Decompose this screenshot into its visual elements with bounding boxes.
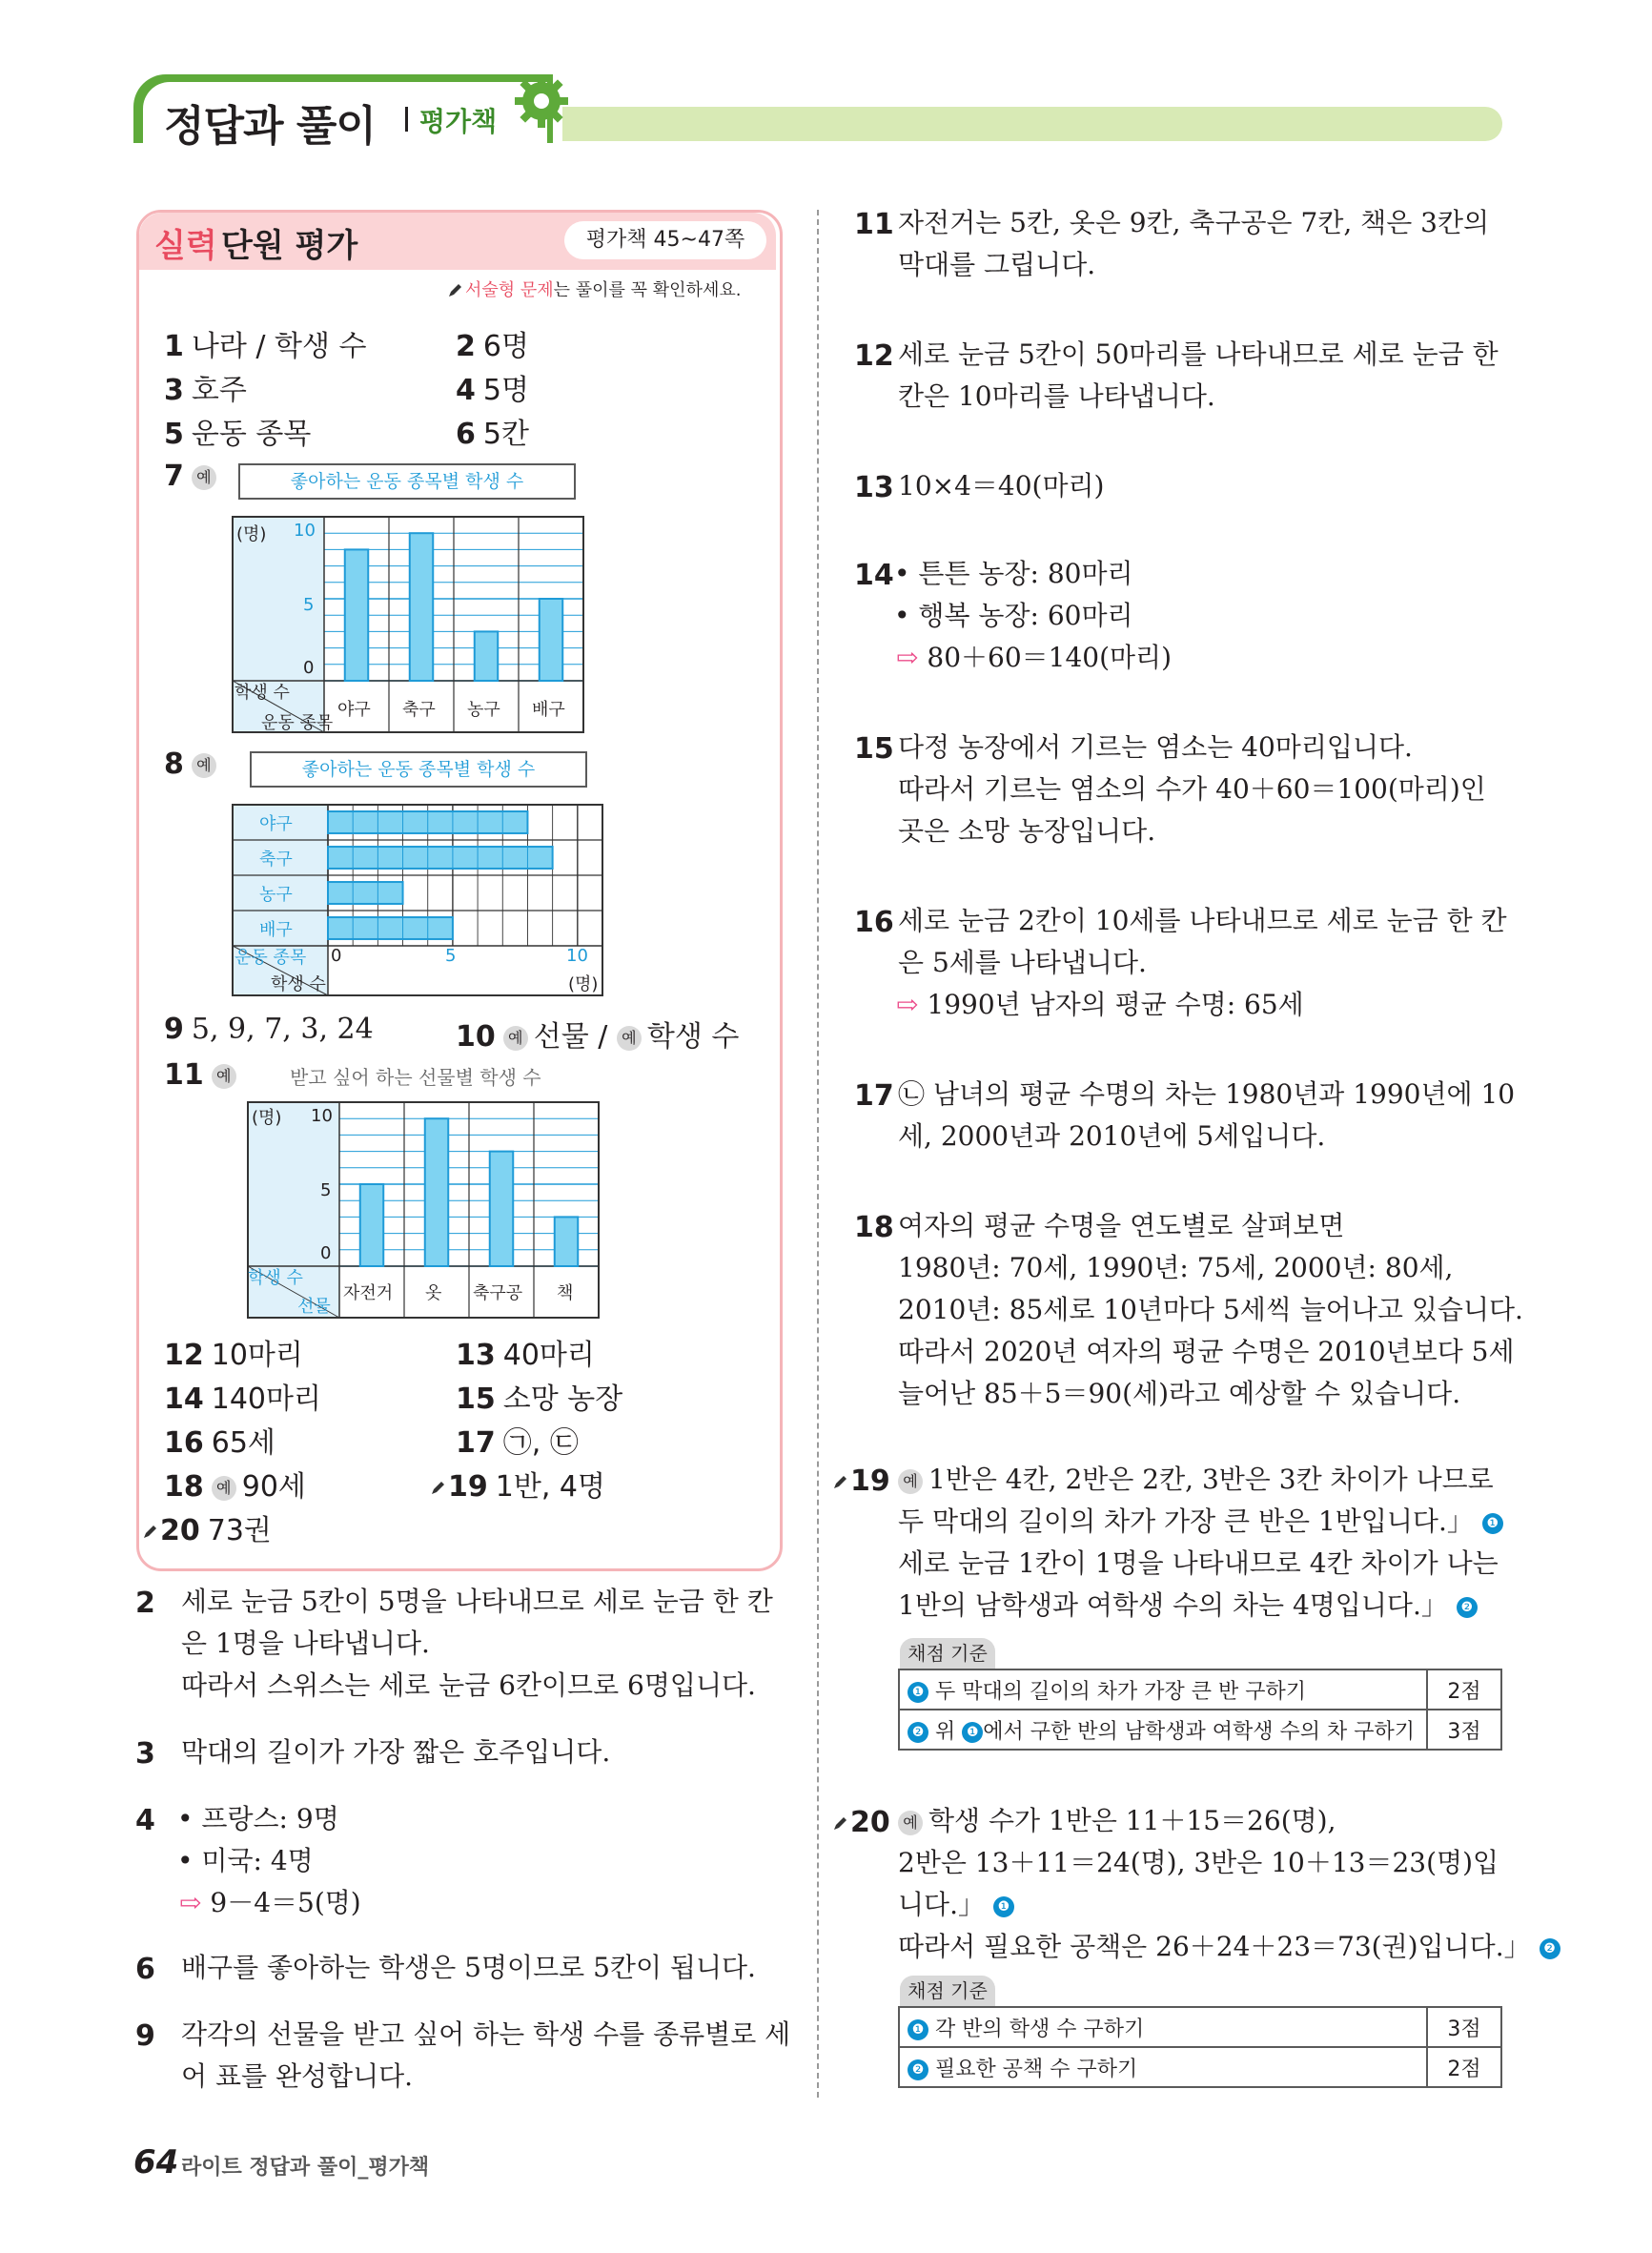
chart2-bar-1 — [328, 847, 553, 869]
chart1-bar-1 — [410, 533, 433, 681]
chart1-bar-0 — [345, 549, 368, 681]
sol-16-result: ⇨ 1990년 남자의 평균 수명: 65세 — [896, 989, 1304, 1020]
chart3-cat-1: 옷 — [425, 1283, 442, 1303]
sol-15-line-2: 따라서 기르는 염소의 수가 40＋60＝100(마리)인 — [898, 773, 1486, 805]
chart1-cat-3: 배구 — [532, 700, 565, 720]
chart1-bar-3 — [540, 599, 562, 681]
sol-11-line-2: 막대를 그립니다. — [898, 249, 1096, 280]
chart1-unit: (명) — [236, 524, 267, 544]
example-badge: 예 — [898, 1469, 923, 1494]
chart3-unit: (명) — [252, 1108, 282, 1128]
sol-18-num: 18 — [854, 1211, 894, 1244]
sol-19-line-4: 1반의 남학생과 여학생 수의 차는 4명입니다.」 ❷ — [898, 1585, 1478, 1627]
sol-20-line-4: 따라서 필요한 공책은 26＋24＋23＝73(권)입니다.」 ❷ — [898, 1926, 1560, 1968]
chart2-tick-0: 0 — [331, 946, 342, 966]
chart1-corner-top: 학생 수 — [235, 683, 290, 703]
sol-11-num: 11 — [854, 208, 894, 241]
sol-15-num: 15 — [854, 732, 894, 766]
answer-3: 3 호주 — [164, 374, 247, 407]
answer-6: 6 5칸 — [456, 418, 529, 451]
criteria-score: 3점 — [1427, 1710, 1501, 1750]
sol-19-line-3: 세로 눈금 1칸이 1명을 나타내므로 4칸 차이가 나는 — [898, 1547, 1499, 1579]
chart3-bar-1 — [425, 1118, 448, 1266]
sol-18-line-2: 1980년: 70세, 1990년: 75세, 2000년: 80세, — [898, 1252, 1454, 1283]
chart2-cat-3: 배구 — [259, 920, 293, 940]
header-band — [562, 107, 1502, 141]
footer-text: 라이트 정답과 풀이_평가책 — [181, 2156, 430, 2180]
chart2-cat-2: 농구 — [259, 885, 293, 905]
header-separator — [405, 107, 408, 132]
sol-11-line-1: 자전거는 5칸, 옷은 9칸, 축구공은 7칸, 책은 3칸의 — [898, 207, 1490, 238]
sol-18-line-1: 여자의 평균 수명을 연도별로 살펴보면 — [898, 1210, 1345, 1241]
step-2-marker: ❷ — [1540, 1938, 1560, 1959]
sol-17-line-2: 세, 2000년과 2010년에 5세입니다. — [898, 1120, 1326, 1152]
criteria-row — [899, 2007, 1501, 2047]
step-1-marker: ❶ — [1482, 1513, 1503, 1534]
criteria-desc: ❷ 위 ❶ 에서 구한 반의 남학생과 여학생 수의 차 구하기 — [899, 1710, 1427, 1750]
chart1-tick-0: 0 — [303, 658, 315, 678]
chart1-cat-1: 축구 — [402, 700, 436, 720]
chart1-cat-0: 야구 — [337, 700, 371, 720]
chart2-tick-5: 5 — [445, 946, 457, 966]
chart1-bar-2 — [475, 631, 498, 681]
chart2-tick-10: 10 — [566, 946, 588, 966]
page-subtitle: 평가책 — [419, 106, 498, 137]
answer-2: 2 6명 — [456, 330, 529, 363]
answer-13: 13 40마리 — [456, 1339, 595, 1372]
sol-19-criteria-label: 채점 기준 — [900, 1638, 995, 1669]
answer-8: 8 예 — [164, 748, 222, 781]
sol-12-line-2: 칸은 10마리를 나타냅니다. — [898, 380, 1215, 412]
sol-14-line-2: • 행복 농장: 60마리 — [894, 600, 1133, 631]
sol-14-num: 14 — [854, 559, 894, 592]
chart3-cat-0: 자전거 — [343, 1283, 394, 1303]
answer-10: 10 예 선물 / 예 학생 수 — [456, 1020, 740, 1054]
pencil-icon — [446, 282, 463, 299]
chart3-tick-5: 5 — [320, 1180, 332, 1200]
chart3-title: 받고 싶어 하는 선물별 학생 수 — [290, 1066, 541, 1089]
answer-20: 20 73권 — [141, 1506, 272, 1548]
example-badge: 예 — [192, 753, 216, 778]
page-number: 64 — [133, 2143, 179, 2181]
sol-20-line-1: 예 학생 수가 1반은 11＋15＝26(명), — [898, 1800, 1336, 1842]
chart3-tick-10: 10 — [311, 1106, 333, 1126]
sol-15-line-3: 곳은 소망 농장입니다. — [898, 815, 1156, 847]
chart1-cat-2: 농구 — [467, 700, 500, 720]
sol-19-num: 19 — [831, 1464, 890, 1498]
sol-4-line-1: • 프랑스: 9명 — [177, 1803, 339, 1834]
note-highlight: 서술형 문제 — [465, 280, 554, 300]
sol-3-num: 3 — [135, 1737, 155, 1771]
sol-3-line-1: 막대의 길이가 가장 짧은 호주입니다. — [181, 1736, 611, 1768]
pencil-icon — [831, 1815, 848, 1833]
sol-15-line-1: 다정 농장에서 기르는 염소는 40마리입니다. — [898, 731, 1413, 763]
chart3 — [0, 0, 1, 1]
sol-2-line-3: 따라서 스위스는 세로 눈금 6칸이므로 6명입니다. — [181, 1669, 756, 1701]
chart2-corner-top: 운동 종목 — [235, 948, 307, 968]
chart3-bar-2 — [490, 1152, 513, 1266]
chart3-cat-3: 책 — [557, 1283, 574, 1303]
sol-2-line-2: 은 1명을 나타냅니다. — [181, 1628, 430, 1659]
sol-4-line-2: • 미국: 4명 — [177, 1845, 314, 1876]
chart2-bar-3 — [328, 917, 453, 939]
sol-16-num: 16 — [854, 906, 894, 939]
chart2-corner-bottom: 학생 수 — [271, 974, 326, 994]
criteria-row — [899, 1669, 1501, 1710]
criteria-row — [899, 1710, 1501, 1750]
example-badge: 예 — [212, 1064, 236, 1089]
chart3-bar-3 — [555, 1217, 578, 1266]
sol-9-line-2: 어 표를 완성합니다. — [181, 2060, 414, 2092]
sol-20-criteria-table — [898, 2006, 1502, 2088]
chart1-tick-10: 10 — [294, 521, 316, 541]
chart2-title: 좋아하는 운동 종목별 학생 수 — [250, 751, 587, 788]
sol-13-num: 13 — [854, 471, 894, 504]
arrow-icon: ⇨ — [179, 1887, 202, 1918]
page-title: 정답과 풀이 — [164, 102, 376, 151]
sol-18-line-5: 늘어난 85＋5＝90(세)라고 예상할 수 있습니다. — [898, 1378, 1461, 1409]
chart1-tick-5: 5 — [303, 595, 315, 615]
sol-2-line-1: 세로 눈금 5칸이 5명을 나타내므로 세로 눈금 한 칸 — [181, 1586, 773, 1617]
answer-11: 11 예 — [164, 1058, 242, 1092]
step-2-marker: ❷ — [1457, 1597, 1478, 1618]
criteria-desc: ❶ 두 막대의 길이의 차가 가장 큰 반 구하기 — [899, 1669, 1427, 1710]
sol-17-line-1: ㉡ 남녀의 평균 수명의 차는 1980년과 1990년에 10 — [898, 1078, 1516, 1110]
sol-20-criteria-label: 채점 기준 — [900, 1976, 995, 2006]
sol-14-result: ⇨ 80＋60＝140(마리) — [896, 642, 1173, 673]
chart1-title: 좋아하는 운동 종목별 학생 수 — [238, 463, 576, 500]
chart3-bar-0 — [360, 1184, 383, 1266]
criteria-score: 3점 — [1427, 2007, 1501, 2047]
sol-12-num: 12 — [854, 339, 894, 373]
sol-13-line-1: 10×4＝40(마리) — [898, 470, 1105, 502]
gear-icon — [511, 71, 572, 132]
answer-17: 17 ㉠, ㉢ — [456, 1426, 579, 1460]
page-reference: 평가책 45~47쪽 — [564, 221, 766, 259]
criteria-row — [899, 2047, 1501, 2087]
pencil-icon — [141, 1524, 158, 1541]
chart3-corner-top: 학생 수 — [248, 1268, 303, 1288]
sol-17-num: 17 — [854, 1079, 894, 1113]
sol-18-line-3: 2010년: 85세로 10년마다 5세씩 늘어나고 있습니다. — [898, 1294, 1523, 1325]
answer-1: 1 나라 / 학생 수 — [164, 330, 367, 363]
sol-20-line-2: 2반은 13＋11＝24(명), 3반은 10＋13＝23(명)입 — [898, 1847, 1499, 1878]
sol-12-line-1: 세로 눈금 5칸이 50마리를 나타내므로 세로 눈금 한 — [898, 338, 1499, 370]
answer-15: 15 소망 농장 — [456, 1383, 623, 1416]
column-divider — [817, 210, 819, 2098]
sol-6-line-1: 배구를 좋아하는 학생은 5명이므로 5칸이 됩니다. — [181, 1952, 756, 1983]
chart2-cat-1: 축구 — [259, 850, 293, 870]
arrow-icon: ⇨ — [896, 989, 919, 1020]
criteria-score: 2점 — [1427, 2047, 1501, 2087]
sol-6-num: 6 — [135, 1953, 155, 1986]
chart3-corner-bottom: 선물 — [297, 1297, 331, 1317]
sol-18-line-4: 따라서 2020년 여자의 평균 수명은 2010년보다 5세 — [898, 1336, 1515, 1367]
answer-box-title: 단원 평가 — [221, 227, 358, 265]
chart2-bar-2 — [328, 882, 403, 904]
chart3-cat-2: 축구공 — [473, 1283, 523, 1303]
chart2-unit: (명) — [568, 974, 599, 994]
chart2-cat-0: 야구 — [259, 814, 293, 834]
sol-4-result: ⇨ 9－4＝5(명) — [179, 1887, 361, 1918]
answer-12: 12 10마리 — [164, 1339, 303, 1372]
chart1-corner-bottom: 운동 종목 — [261, 713, 334, 733]
sol-19-line-1: 예 1반은 4칸, 2반은 2칸, 3반은 3칸 차이가 나므로 — [898, 1459, 1494, 1501]
sol-19-line-2: 두 막대의 길이의 차가 가장 큰 반은 1반입니다.」 ❶ — [898, 1501, 1503, 1543]
answer-16: 16 65세 — [164, 1426, 275, 1460]
sol-19-criteria-table — [898, 1669, 1502, 1751]
answer-19: 19 1반, 4명 — [429, 1463, 605, 1505]
sol-4-num: 4 — [135, 1804, 155, 1837]
answer-note — [446, 277, 741, 301]
answer-7: 7 예 — [164, 460, 222, 493]
example-badge: 예 — [898, 1811, 923, 1835]
step-1-marker: ❶ — [993, 1896, 1014, 1917]
sol-2-num: 2 — [135, 1587, 155, 1620]
answer-18: 18 예 90세 — [164, 1470, 306, 1504]
criteria-score: 2점 — [1427, 1669, 1501, 1710]
sol-16-line-1: 세로 눈금 2칸이 10세를 나타내므로 세로 눈금 한 칸 — [898, 905, 1507, 936]
criteria-desc: ❷ 필요한 공책 수 구하기 — [899, 2047, 1427, 2087]
sol-20-num: 20 — [831, 1806, 890, 1839]
criteria-desc: ❶ 각 반의 학생 수 구하기 — [899, 2007, 1427, 2047]
answer-9: 9 5, 9, 7, 3, 24 — [164, 1013, 374, 1046]
answer-4: 4 5명 — [456, 374, 529, 407]
sol-9-line-1: 각각의 선물을 받고 싶어 하는 학생 수를 종류별로 세 — [181, 2018, 791, 2050]
example-badge: 예 — [192, 465, 216, 490]
sol-9-num: 9 — [135, 2019, 155, 2053]
answer-14: 14 140마리 — [164, 1383, 321, 1416]
sol-16-line-2: 은 5세를 나타냅니다. — [898, 947, 1147, 978]
answer-5: 5 운동 종목 — [164, 418, 312, 451]
pencil-icon — [429, 1480, 446, 1497]
sol-14-line-1: • 튼튼 농장: 80마리 — [894, 558, 1133, 589]
chart3-tick-0: 0 — [320, 1243, 332, 1263]
pencil-icon — [831, 1474, 848, 1491]
arrow-icon: ⇨ — [896, 642, 919, 673]
answer-box-title-colored: 실력 — [154, 227, 217, 265]
note-text: 는 풀이를 꼭 확인하세요. — [553, 280, 742, 300]
sol-20-line-3: 니다.」 ❶ — [898, 1884, 1014, 1926]
